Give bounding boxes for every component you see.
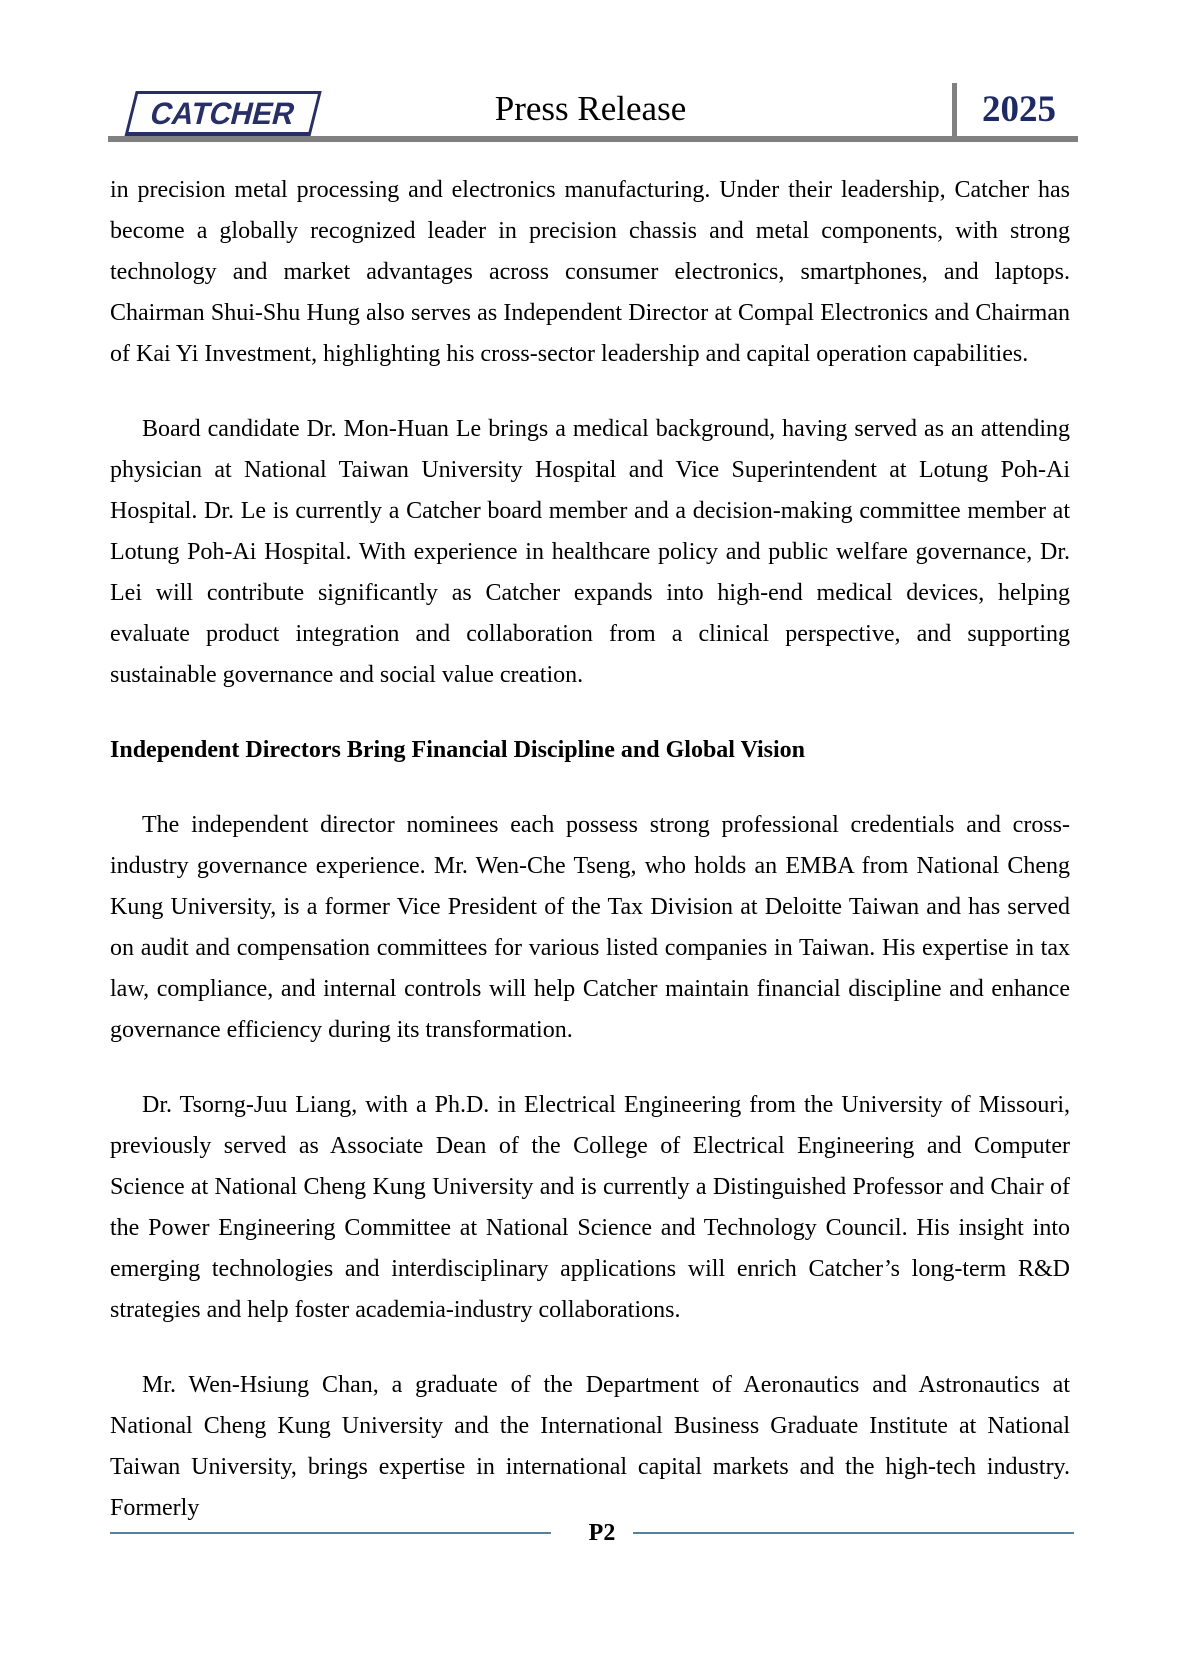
document-body [110, 170, 1070, 1563]
footer-line-right [633, 1532, 1074, 1534]
page-footer [110, 1518, 1074, 1548]
header-year: 2025 [982, 89, 1056, 130]
paragraph-independent-director-nominees: The independent director nominees each possess strong professional credentials and cross-industry governance experience. Mr. Wen-Che Tseng, who holds an EMBA from National Cheng Kung University, is a former Vice President of the Tax Division at Deloitte Taiwan and has served on audit and compensation committees for various listed companies in Taiwan. His expertise in tax law, compliance, and internal controls will help Catcher maintain financial discipline and enhance governance efficiency during its transformation. [110, 812, 1070, 1043]
document-title: Press Release [494, 89, 687, 128]
header-horizontal-rule [108, 136, 1078, 142]
page-number: P2 [588, 1520, 616, 1546]
footer-line-left [110, 1532, 551, 1534]
section-heading: Independent Directors Bring Financial Discipline and Global Vision [110, 737, 805, 763]
catcher-logo-text: CATCHER [147, 95, 300, 131]
paragraph-board-candidate: Board candidate Dr. Mon-Huan Le brings a medical background, having served as an attending physician at National Taiwan University Hospital and Vice Superintendent at Lotung Poh-Ai Hospital. Dr. Le is currently a Catcher board member and a decision-making committee member at Lotung Poh-Ai Hospital. With experience in healthcare policy and public welfare governance, Dr. Lei will contribute significantly as Catcher expands into high-end medical devices, helping evaluate product integration and collaboration from a clinical perspective, and supporting sustainable governance and social value creation. [110, 416, 1070, 688]
page-header [0, 0, 1181, 150]
header-vertical-divider [952, 83, 957, 138]
paragraph-continuation: in precision metal processing and electronics manufacturing. Under their leadership, Catcher has become a globally recognized leader in precision chassis and metal components, with strong technology and market advantages across consumer electronics, smartphones, and laptops. Chairman Shui-Shu Hung also serves as Independent Director at Compal Electronics and Chairman of Kai Yi Investment, highlighting his cross-sector leadership and capital operation capabilities. [110, 177, 1070, 367]
paragraph-mr-chan: Mr. Wen-Hsiung Chan, a graduate of the Department of Aeronautics and Astronautics at National Cheng Kung University and the International Business Graduate Institute at National Taiwan University, brings expertise in international capital markets and the high-tech industry. Formerly [110, 1372, 1070, 1521]
paragraph-dr-liang: Dr. Tsorng-Juu Liang, with a Ph.D. in Electrical Engineering from the University of Missouri, previously served as Associate Dean of the College of Electrical Engineering and Computer Science at National Cheng Kung University and is currently a Distinguished Professor and Chair of the Power Engineering Committee at National Science and Technology Council. His insight into emerging technologies and interdisciplinary applications will enrich Catcher’s long-term R&D strategies and help foster academia-industry collaborations. [110, 1092, 1070, 1323]
